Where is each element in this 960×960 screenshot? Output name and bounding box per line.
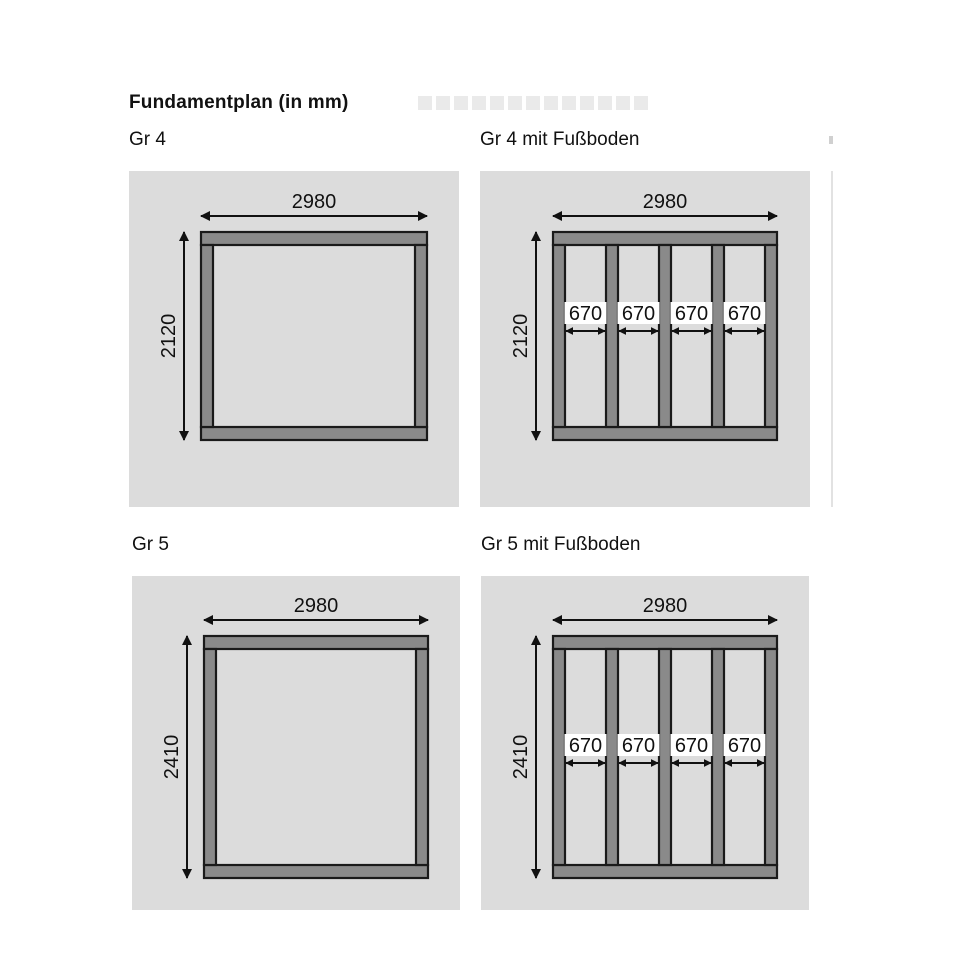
plan-label-gr4-floor: Gr 4 mit Fußboden (480, 129, 640, 150)
plan-2-spacing-label-3: 670 (674, 303, 709, 325)
plan-2-spacing-label-4: 670 (727, 303, 762, 325)
plan-2-beam-right (765, 245, 777, 427)
plan-3-beam-bottom (204, 865, 428, 878)
plan-4-spacing-label-3: 670 (674, 735, 709, 757)
plan-1-beam-bottom (201, 427, 427, 440)
plan-2-joist-1 (606, 245, 618, 427)
plan-4-spacing-label-1: 670 (568, 735, 603, 757)
plan-label-gr5-floor: Gr 5 mit Fußboden (481, 534, 641, 555)
plan-2-joist-2 (659, 245, 671, 427)
page-title: Fundamentplan (in mm) (129, 92, 349, 113)
plan-2-spacing-label-1: 670 (568, 303, 603, 325)
plan-3-beam-right (416, 649, 428, 865)
plan-1-beam-right (415, 245, 427, 427)
plan-4-joist-1 (606, 649, 618, 865)
plan-3-depth-label: 2410 (161, 734, 183, 780)
plan-3-beam-top (204, 636, 428, 649)
plan-2-width-label: 2980 (642, 191, 688, 213)
plan-1-width-label: 2980 (291, 191, 337, 213)
plan-4-spacing-label-2: 670 (621, 735, 656, 757)
plan-4-depth-label: 2410 (510, 734, 532, 780)
plan-1-beam-top (201, 232, 427, 245)
plan-2-spacing-label-2: 670 (621, 303, 656, 325)
plan-1-depth-label: 2120 (158, 313, 180, 359)
plan-4-beam-top (553, 636, 777, 649)
plan-label-gr5: Gr 5 (132, 534, 169, 555)
plan-2-depth-label: 2120 (510, 313, 532, 359)
plan-2-beam-top (553, 232, 777, 245)
plan-2-beam-left (553, 245, 565, 427)
plan-4-joist-2 (659, 649, 671, 865)
plan-4-beam-right (765, 649, 777, 865)
plan-4-width-label: 2980 (642, 595, 688, 617)
plan-4-spacing-label-4: 670 (727, 735, 762, 757)
plan-label-gr4: Gr 4 (129, 129, 166, 150)
plan-2-joist-3 (712, 245, 724, 427)
plan-2-beam-bottom (553, 427, 777, 440)
plan-3-width-label: 2980 (293, 595, 339, 617)
plan-4-beam-left (553, 649, 565, 865)
plan-4-beam-bottom (553, 865, 777, 878)
plan-4-joist-3 (712, 649, 724, 865)
plan-3-beam-left (204, 649, 216, 865)
plan-1-beam-left (201, 245, 213, 427)
